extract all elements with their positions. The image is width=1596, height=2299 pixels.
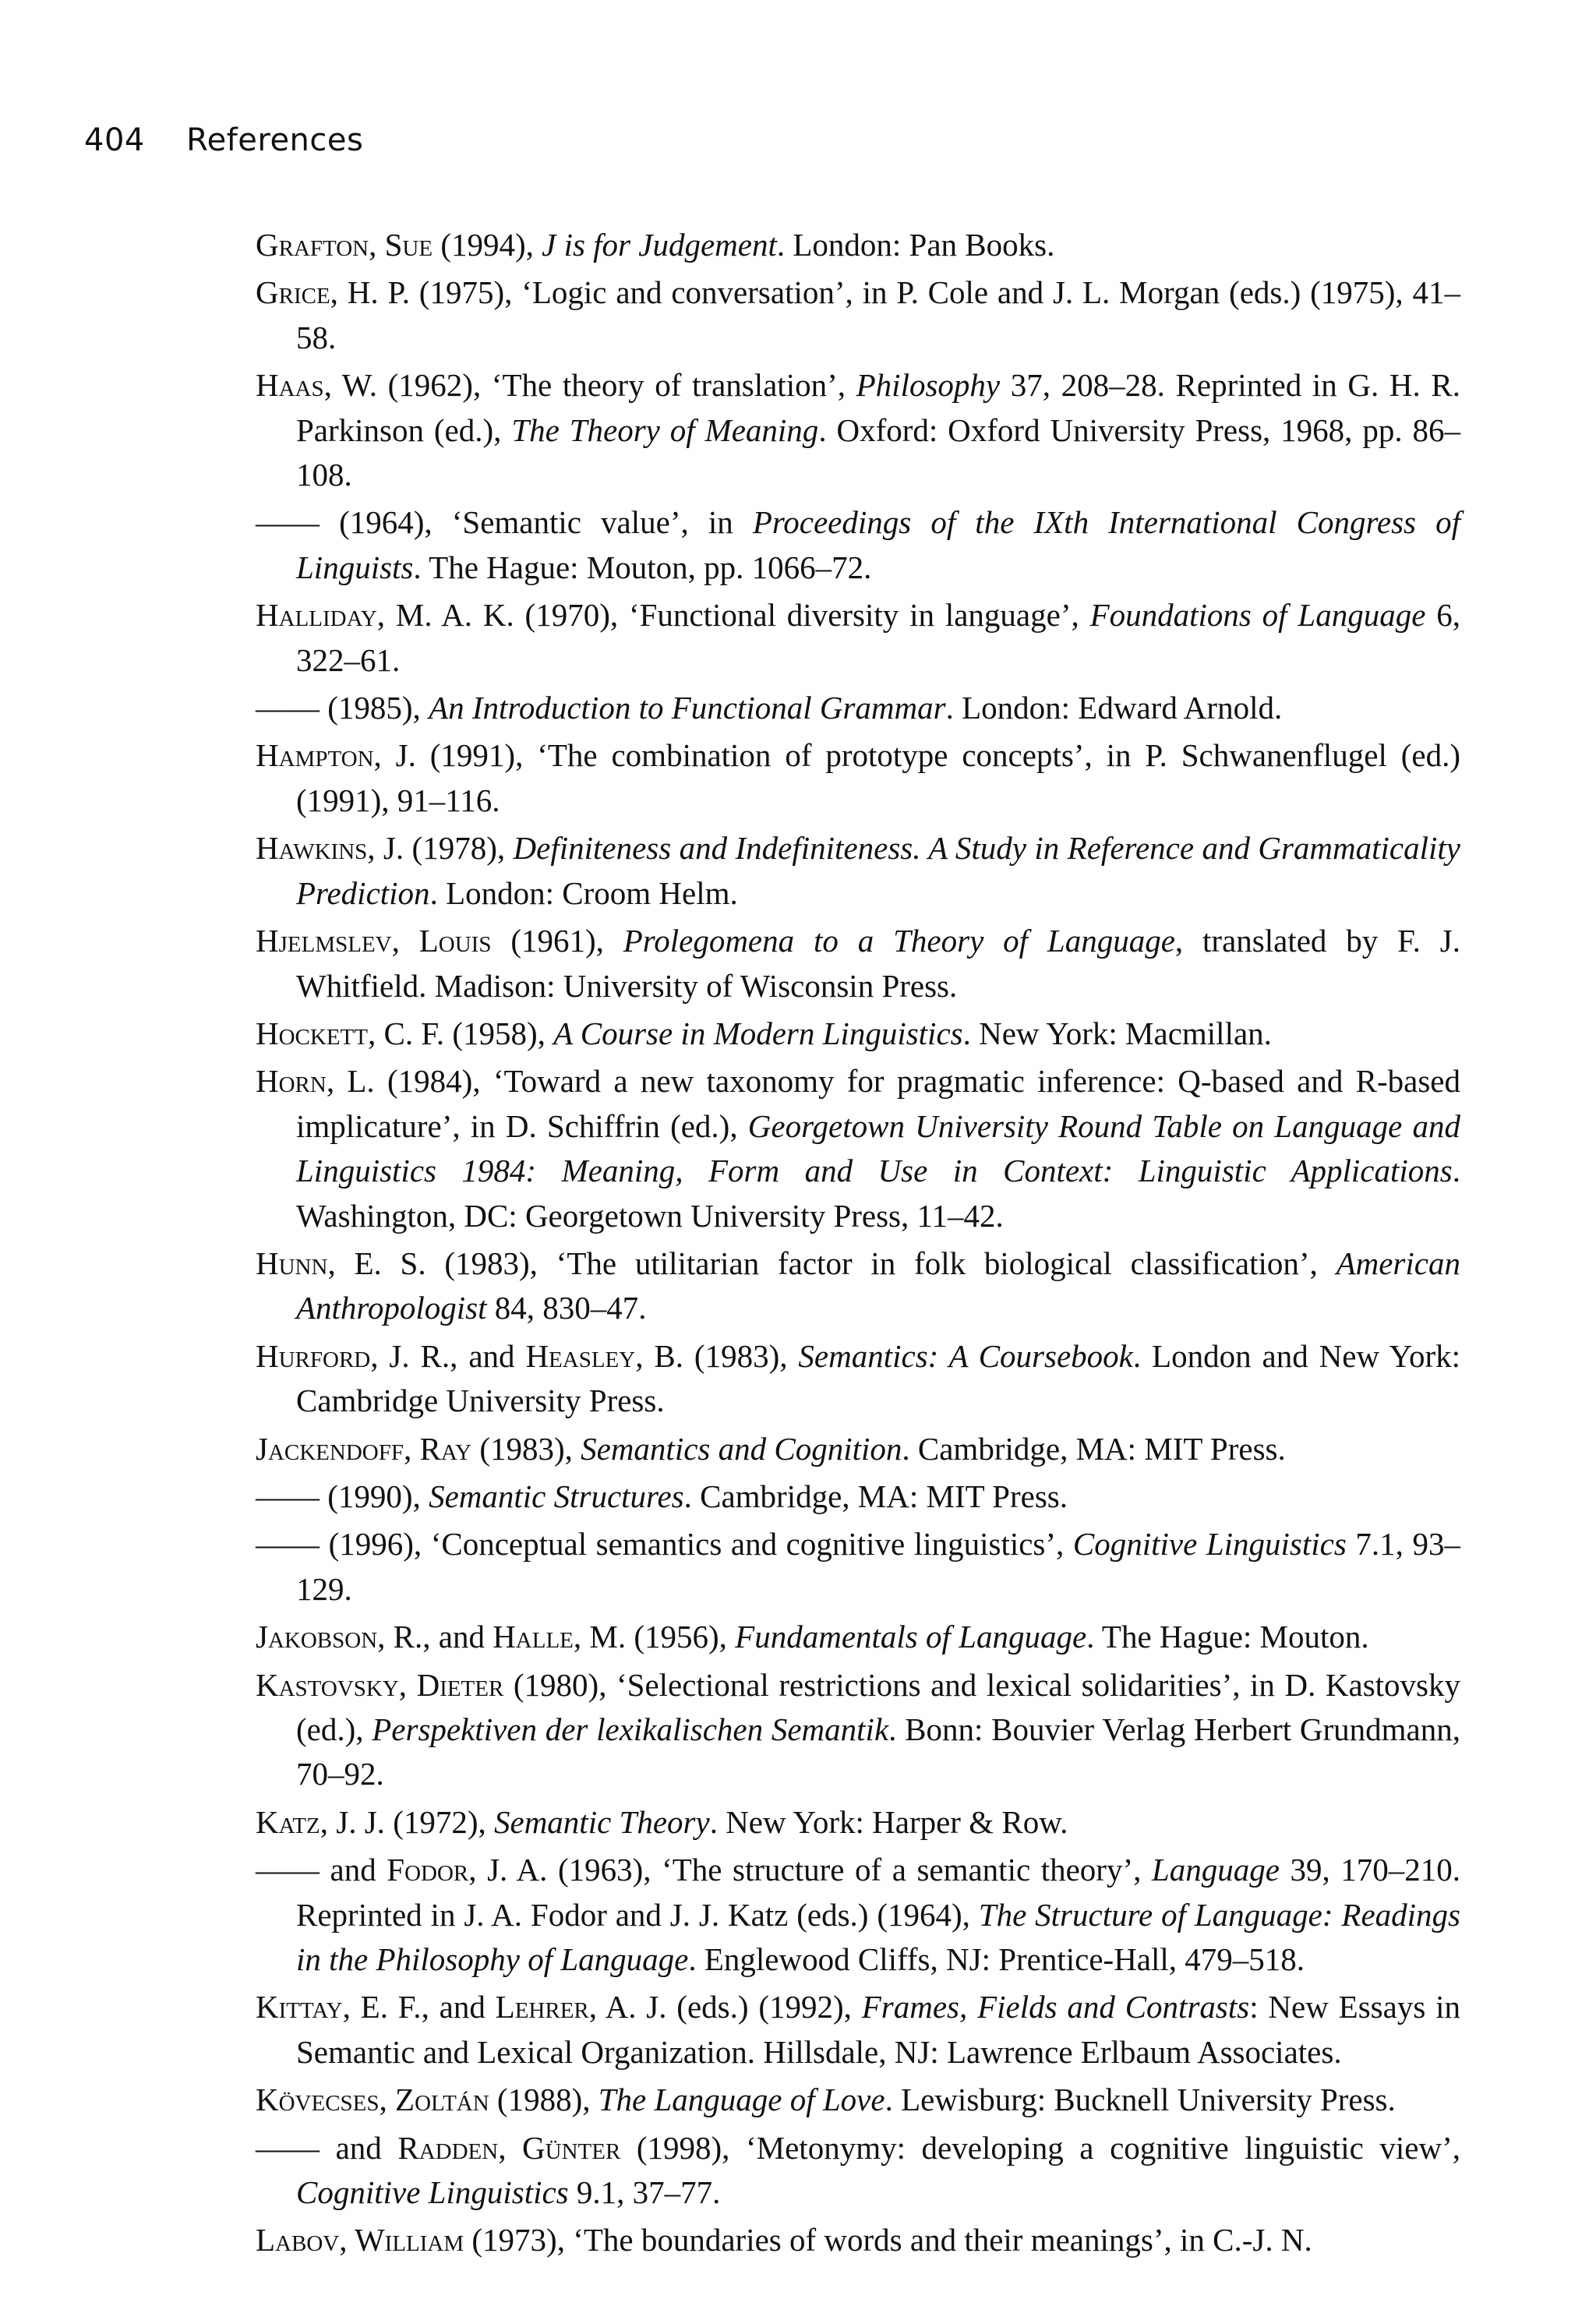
reference-title: Semantic Theory: [494, 1803, 710, 1840]
reference-text: (1956),: [626, 1619, 736, 1655]
reference-author: Halliday, M. A. K.: [256, 597, 514, 634]
reference-entry: [256, 2126, 1460, 2216]
reference-text: 9.1, 37–77.: [568, 2174, 721, 2211]
reference-entry: [256, 1848, 1460, 1982]
reference-text: —— and: [256, 1852, 387, 1888]
reference-entry: [256, 1012, 1460, 1056]
reference-text: , and: [421, 1989, 496, 2025]
reference-entry: [256, 593, 1460, 683]
reference-text: . London: Croom Helm.: [429, 874, 738, 911]
reference-text: . London and New York: Cambridge University Press.: [296, 1337, 1460, 1419]
reference-text: . The Hague: Mouton, pp. 1066–72.: [413, 549, 872, 585]
reference-entry: [256, 223, 1460, 267]
reference-text: 6, 322–61.: [296, 597, 1460, 678]
reference-title: Foundations of Language: [1089, 597, 1426, 634]
reference-text: (1983),: [683, 1337, 799, 1374]
reference-text: (1991), ‘The combination of prototype concepts’, in P. Schwanenflugel (ed.) (1991), 91–116.: [296, 737, 1461, 818]
reference-title: American Anthropologist: [296, 1245, 1460, 1326]
reference-text: (1978),: [404, 830, 514, 867]
reference-author: Radden, Günter: [397, 2129, 621, 2166]
reference-title: Language: [1151, 1852, 1280, 1888]
page-number: 404: [84, 122, 145, 158]
reference-title: Proceedings of the IXth International Congress of Linguists: [296, 504, 1460, 585]
reference-text: (1970), ‘Functional diversity in language’,: [514, 597, 1090, 634]
reference-text: . The Hague: Mouton.: [1086, 1619, 1369, 1655]
reference-entry: [256, 919, 1460, 1008]
reference-entry: [256, 1059, 1460, 1238]
reference-entry: [256, 826, 1460, 916]
reference-title: Definiteness and Indefiniteness. A Study in Reference and Grammaticality Prediction: [296, 830, 1460, 911]
reference-author: Hampton, J.: [256, 737, 416, 774]
reference-text: : New Essays in Semantic and Lexical Organization. Hillsdale, NJ: Lawrence Erlbaum Associates.: [296, 1989, 1460, 2070]
reference-title: The Language of Love: [598, 2082, 885, 2118]
reference-text: . Bonn: Bouvier Verlag Herbert Grundmann, 70–92.: [296, 1711, 1460, 1792]
reference-author: Hawkins, J.: [256, 830, 404, 867]
reference-text: (1961),: [491, 923, 623, 959]
reference-text: (1962), ‘The theory of translation’,: [376, 367, 856, 404]
reference-text: —— (1990),: [256, 1478, 429, 1514]
reference-entry: [256, 686, 1460, 730]
reference-text: . London: Pan Books.: [776, 227, 1055, 263]
reference-entry: [256, 2218, 1460, 2262]
reference-title: Georgetown University Round Table on Language and Linguistics 1984: Meaning, Form and Use in Context: Linguistic Applications: [296, 1107, 1460, 1189]
reference-author: Kövecses, Zoltán: [256, 2082, 489, 2118]
reference-title: Philosophy: [856, 367, 1001, 404]
reference-title: J is for Judgement: [542, 227, 777, 263]
reference-text: . Cambridge, MA: MIT Press.: [902, 1430, 1286, 1467]
reference-entry: [256, 2078, 1460, 2122]
reference-text: (1998), ‘Metonymy: developing a cognitive linguistic view’,: [620, 2129, 1461, 2166]
reference-title: An Introduction to Functional Grammar: [429, 690, 946, 726]
reference-text: 84, 830–47.: [486, 1290, 647, 1326]
reference-author: Kastovsky, Dieter: [256, 1666, 504, 1703]
reference-entry: [256, 1334, 1460, 1424]
reference-text: (1980), ‘Selectional restrictions and lexical solidarities’, in D. Kastovsky (ed.),: [296, 1666, 1460, 1747]
reference-text: (eds.) (1992),: [666, 1989, 862, 2025]
reference-author: Halle, M.: [493, 1619, 627, 1655]
reference-author: Grafton, Sue: [256, 227, 433, 263]
reference-title: A Course in Modern Linguistics: [553, 1015, 963, 1051]
reference-author: Hockett, C. F.: [256, 1015, 445, 1051]
reference-text: (1975), ‘Logic and conversation’, in P. Cole and J. L. Morgan (eds.) (1975), 41–58.: [296, 274, 1460, 355]
reference-text: , and: [422, 1619, 493, 1655]
reference-text: 7.1, 93–129.: [296, 1526, 1460, 1607]
reference-text: . Washington, DC: Georgetown University Press, 11–42.: [296, 1153, 1460, 1234]
reference-author: Kittay, E. F.: [256, 1989, 422, 2025]
reference-text: (1984), ‘Toward a new taxonomy for pragmatic inference: Q-based and R-based implicature’, in D. Schiffrin (ed.),: [296, 1063, 1461, 1144]
reference-text: . New York: Harper & Row.: [709, 1803, 1068, 1840]
reference-title: Cognitive Linguistics: [296, 2174, 569, 2211]
reference-title: The Theory of Meaning: [511, 411, 819, 448]
reference-author: Katz, J. J.: [256, 1803, 385, 1840]
reference-author: Labov, William: [256, 2222, 464, 2258]
reference-text: —— (1964), ‘Semantic value’, in: [256, 504, 753, 541]
reference-author: Grice, H. P.: [256, 274, 410, 311]
reference-text: (1973), ‘The boundaries of words and their meanings’, in C.-J. N.: [464, 2222, 1312, 2258]
reference-title: Semantics: A Coursebook: [798, 1337, 1133, 1374]
reference-author: Jackendoff, Ray: [256, 1430, 472, 1467]
reference-title: Prolegomena to a Theory of Language: [623, 923, 1175, 959]
reference-text: (1983), ‘The utilitarian factor in folk biological classification’,: [425, 1245, 1336, 1281]
reference-text: (1958),: [444, 1015, 554, 1051]
reference-entry: [256, 1663, 1460, 1797]
reference-text: , translated by F. J. Whitfield. Madison: University of Wisconsin Press.: [296, 923, 1461, 1004]
reference-author: Hurford, J. R.: [256, 1337, 450, 1374]
reference-entry: [256, 1615, 1460, 1659]
reference-text: (1983),: [471, 1430, 581, 1467]
reference-text: 39, 170–210. Reprinted in J. A. Fodor and J. J. Katz (eds.) (1964),: [296, 1852, 1460, 1933]
reference-author: Heasley, B.: [525, 1337, 683, 1374]
reference-entry: [256, 500, 1460, 590]
reference-title: Frames, Fields and Contrasts: [861, 1989, 1250, 2025]
reference-title: The Structure of Language: Readings in the Philosophy of Language: [296, 1896, 1460, 1978]
reference-author: Jakobson, R.: [256, 1619, 423, 1655]
running-head: [84, 117, 363, 164]
reference-text: . New York: Macmillan.: [962, 1015, 1272, 1051]
reference-author: Horn, L.: [256, 1063, 375, 1100]
reference-text: 37, 208–28. Reprinted in G. H. R. Parkinson (ed.),: [296, 367, 1460, 448]
reference-entry: [256, 1800, 1460, 1845]
reference-author: Fodor, J. A.: [387, 1852, 548, 1888]
reference-text: . Cambridge, MA: MIT Press.: [683, 1478, 1068, 1514]
reference-entry: [256, 1241, 1460, 1331]
reference-text: (1972),: [384, 1803, 494, 1840]
reference-title: Cognitive Linguistics: [1072, 1526, 1347, 1563]
reference-entry: [256, 1522, 1460, 1612]
reference-list: [256, 223, 1460, 2266]
reference-text: (1963), ‘The structure of a semantic theory’,: [547, 1852, 1152, 1888]
reference-entry: [256, 270, 1460, 360]
reference-author: Hunn, E. S.: [256, 1245, 426, 1281]
reference-text: . London: Edward Arnold.: [945, 690, 1283, 726]
reference-title: Perspektiven der lexikalischen Semantik: [372, 1711, 889, 1747]
reference-title: Semantics and Cognition: [581, 1430, 902, 1467]
reference-author: Hjelmslev, Louis: [256, 923, 492, 959]
reference-author: Haas, W.: [256, 367, 377, 404]
reference-author: Lehrer, A. J.: [495, 1989, 667, 2025]
reference-entry: [256, 1427, 1460, 1471]
reference-text: . Oxford: Oxford University Press, 1968, pp. 86–108.: [296, 411, 1460, 493]
reference-entry: [256, 733, 1460, 823]
reference-text: . Lewisburg: Bucknell University Press.: [885, 2082, 1396, 2118]
reference-text: —— and: [256, 2129, 398, 2166]
reference-text: —— (1996), ‘Conceptual semantics and cognitive linguistics’,: [256, 1526, 1073, 1563]
running-head-title: References: [186, 122, 364, 158]
reference-text: . Englewood Cliffs, NJ: Prentice-Hall, 479–518.: [688, 1941, 1305, 1978]
reference-title: Semantic Structures: [429, 1478, 684, 1514]
reference-entry: [256, 363, 1460, 497]
reference-text: —— (1985),: [256, 690, 429, 726]
reference-entry: [256, 1985, 1460, 2075]
reference-entry: [256, 1474, 1460, 1519]
reference-text: (1988),: [489, 2082, 598, 2118]
reference-text: (1994),: [433, 227, 542, 263]
reference-text: , and: [450, 1337, 526, 1374]
reference-title: Fundamentals of Language: [735, 1619, 1087, 1655]
